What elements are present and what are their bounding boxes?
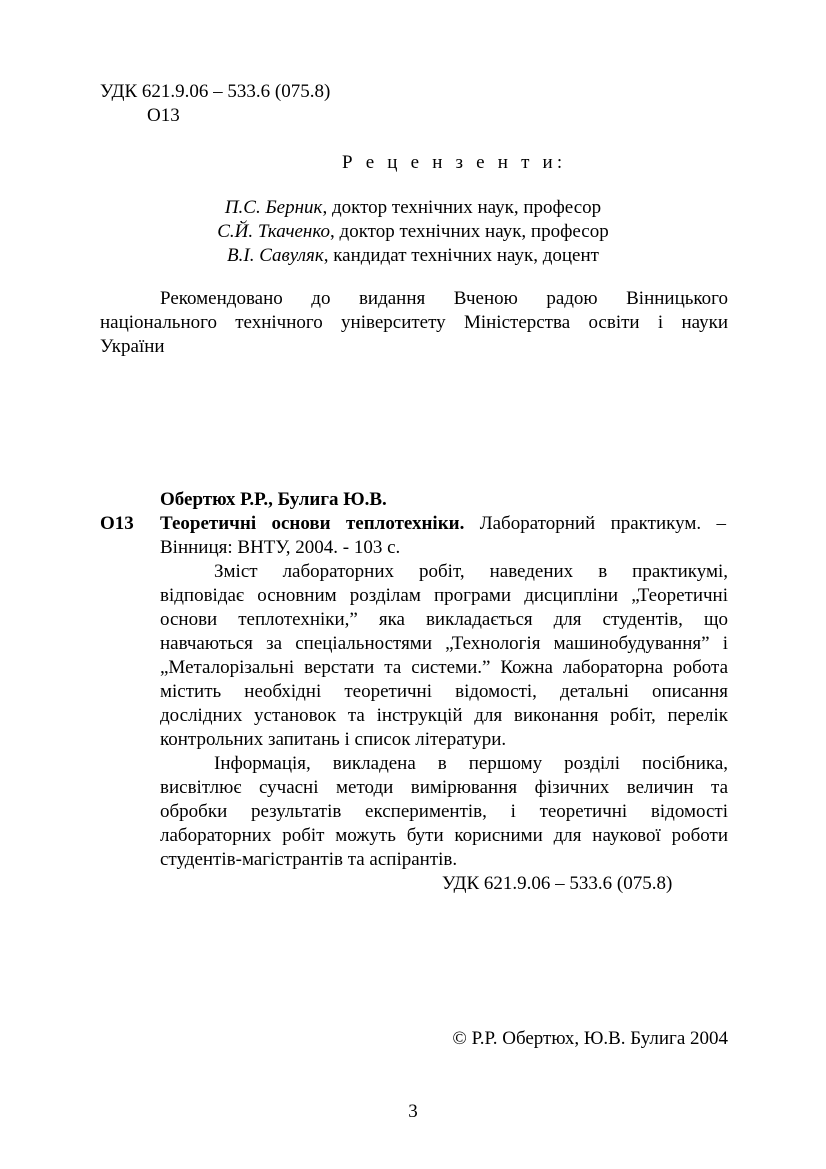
catalog-title: Теоретичні основи теплотехніки. — [160, 513, 465, 534]
reviewer-line — [0, 196, 826, 220]
recommendation-line: України — [100, 336, 165, 357]
copyright: © Р.Р. Обертюх, Ю.В. Булига 2004 — [452, 1028, 728, 1049]
recommendation-line: національного технічного університету Міністерства освіти і науки — [100, 312, 728, 333]
abstract-line: відповідає основним розділам програми дисципліни „Теоретичні — [160, 585, 728, 606]
abstract-line: лабораторних робіт можуть бути корисними для наукової роботи — [160, 825, 728, 846]
reviewer-line — [0, 220, 826, 244]
abstract-line: Зміст лабораторних робіт, наведених в практикумі, — [214, 561, 728, 582]
reviewer-description: , доктор технічних наук, професор — [330, 221, 609, 242]
abstract-line: контрольних запитань і список літератури. — [160, 729, 507, 750]
abstract-line: обробки результатів експериментів, і теоретичні відомості — [160, 801, 728, 822]
catalog-imprint: Вінниця: ВНТУ, 2004. - 103 с. — [160, 537, 401, 558]
abstract-line: містить необхідні теоретичні відомості, детальні описання — [160, 681, 728, 702]
reviewer-line — [0, 244, 826, 268]
abstract-line: висвітлює сучасні методи вимірювання фізичних величин та — [160, 777, 728, 798]
reviewer-name: П.С. Берник — [224, 197, 323, 218]
abstract-line: основи теплотехніки,” яка викладається для студентів, що — [160, 609, 728, 630]
catalog-title-line — [160, 512, 726, 536]
abstract-line: Інформація, викладена в першому розділі посібника, — [214, 753, 728, 774]
classification-code: О13 — [147, 105, 180, 126]
catalog-title-rest: Лабораторний практикум. – — [479, 513, 726, 534]
abstract-line: „Металорізальні верстати та системи.” Кожна лабораторна робота — [160, 657, 728, 678]
recommendation-line: Рекомендовано до видання Вченою радою Вінницького — [160, 288, 728, 309]
abstract-line: дослідних установок та інструкцій для виконання робіт, перелік — [160, 705, 728, 726]
catalog-code: О13 — [100, 513, 134, 534]
reviewer-description: , доктор технічних наук, професор — [322, 197, 602, 218]
abstract-line: студентів-магістрантів та аспірантів. — [160, 849, 458, 870]
reviewer-name: В.І. Савуляк — [227, 245, 324, 266]
udc-header: УДК 621.9.06 – 533.6 (075.8) — [100, 81, 331, 102]
catalog-authors: Обертюх Р.Р., Булига Ю.В. — [160, 489, 387, 510]
page-number: 3 — [408, 1101, 418, 1122]
reviewers-title: Р е ц е н з е н т и: — [342, 152, 567, 173]
abstract-line: навчаються за спеціальностями „Технологія машинобудування” і — [160, 633, 728, 654]
catalog-udc: УДК 621.9.06 – 533.6 (075.8) — [442, 873, 673, 894]
reviewer-name: С.Й. Ткаченко — [217, 221, 331, 242]
reviewer-description: , кандидат технічних наук, доцент — [323, 245, 599, 266]
